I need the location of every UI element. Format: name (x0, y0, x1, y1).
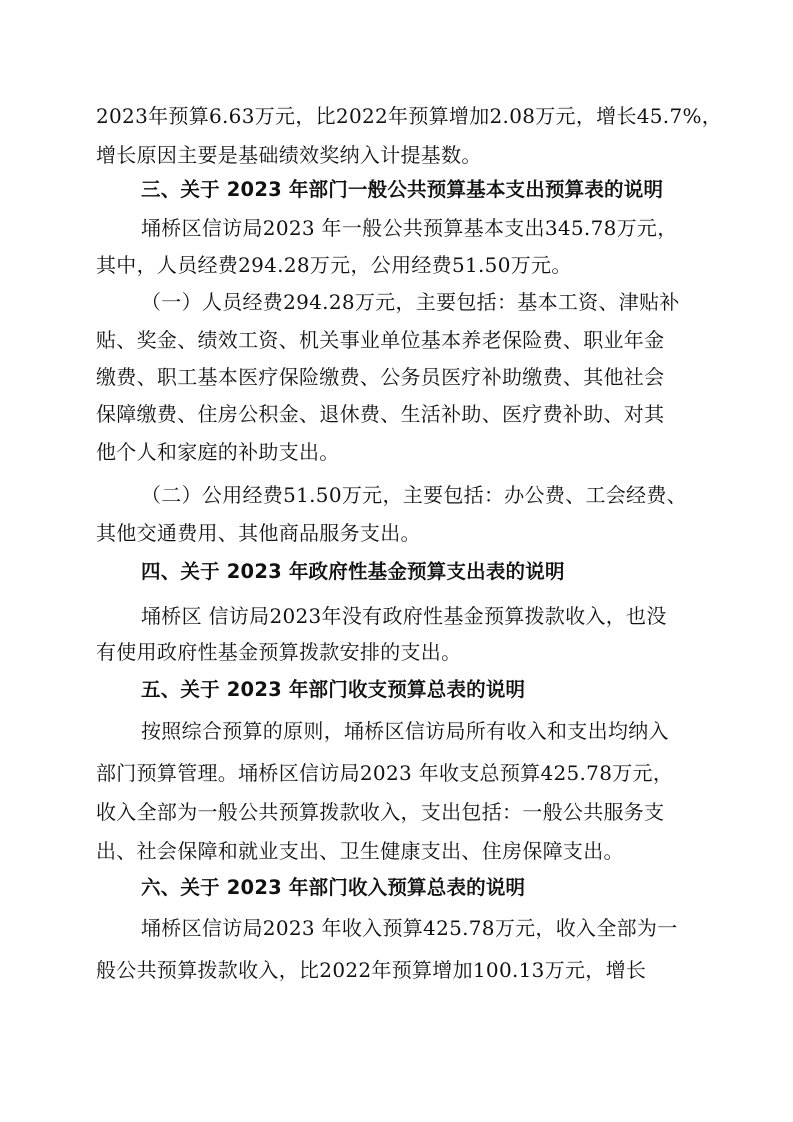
paragraph-line: 埇桥区信访局2023 年一般公共预算基本支出345.78万元， (141, 216, 678, 240)
section-heading-6: 六、关于 2023 年部门收入预算总表的说明 (141, 876, 526, 899)
paragraph-line: 埇桥区信访局2023 年收入预算425.78万元，收入全部为一 (141, 916, 678, 940)
paragraph-line: 贴、奖金、绩效工资、机关事业单位基本养老保险费、职业年金 (96, 328, 665, 352)
paragraph-line: 其他交通费用、其他商品服务支出。 (96, 521, 421, 545)
paragraph-line: （一）人员经费294.28万元，主要包括：基本工资、津贴补 (141, 290, 680, 314)
paragraph-line: （二）公用经费51.50万元，主要包括：办公费、工会经费、 (141, 483, 687, 507)
paragraph-line: 2023年预算6.63万元，比2022年预算增加2.08万元，增长45.7%， (96, 104, 723, 128)
paragraph-line: 其中，人员经费294.28万元，公用经费51.50万元。 (96, 253, 572, 277)
paragraph-line: 缴费、职工基本医疗保险缴费、公务员医疗补助缴费、其他社会 (96, 365, 665, 389)
paragraph-line: 出、社会保障和就业支出、卫生健康支出、住房保障支出。 (96, 839, 624, 863)
paragraph-line: 收入全部为一般公共预算拨款收入，支出包括：一般公共服务支 (96, 800, 665, 824)
paragraph-line: 保障缴费、住房公积金、退休费、生活补助、医疗费补助、对其 (96, 402, 665, 426)
section-heading-4: 四、关于 2023 年政府性基金预算支出表的说明 (141, 560, 565, 583)
paragraph-line: 有使用政府性基金预算拨款安排的支出。 (96, 640, 462, 664)
paragraph-line: 般公共预算拨款收入，比2022年预算增加100.13万元，增长 (96, 958, 647, 982)
section-heading-5: 五、关于 2023 年部门收支预算总表的说明 (141, 678, 526, 701)
paragraph-line: 他个人和家庭的补助支出。 (96, 440, 340, 464)
paragraph-line: 按照综合预算的原则，埇桥区信访局所有收入和支出均纳入 (141, 719, 669, 743)
paragraph-line: 埇桥区 信访局2023年没有政府性基金预算拨款收入，也没 (141, 604, 667, 628)
section-heading-3: 三、关于 2023 年部门一般公共预算基本支出预算表的说明 (141, 178, 664, 201)
paragraph-line: 部门预算管理。埇桥区信访局2023 年收支总预算425.78万元， (96, 761, 674, 785)
paragraph-line: 增长原因主要是基础绩效奖纳入计提基数。 (96, 143, 482, 167)
